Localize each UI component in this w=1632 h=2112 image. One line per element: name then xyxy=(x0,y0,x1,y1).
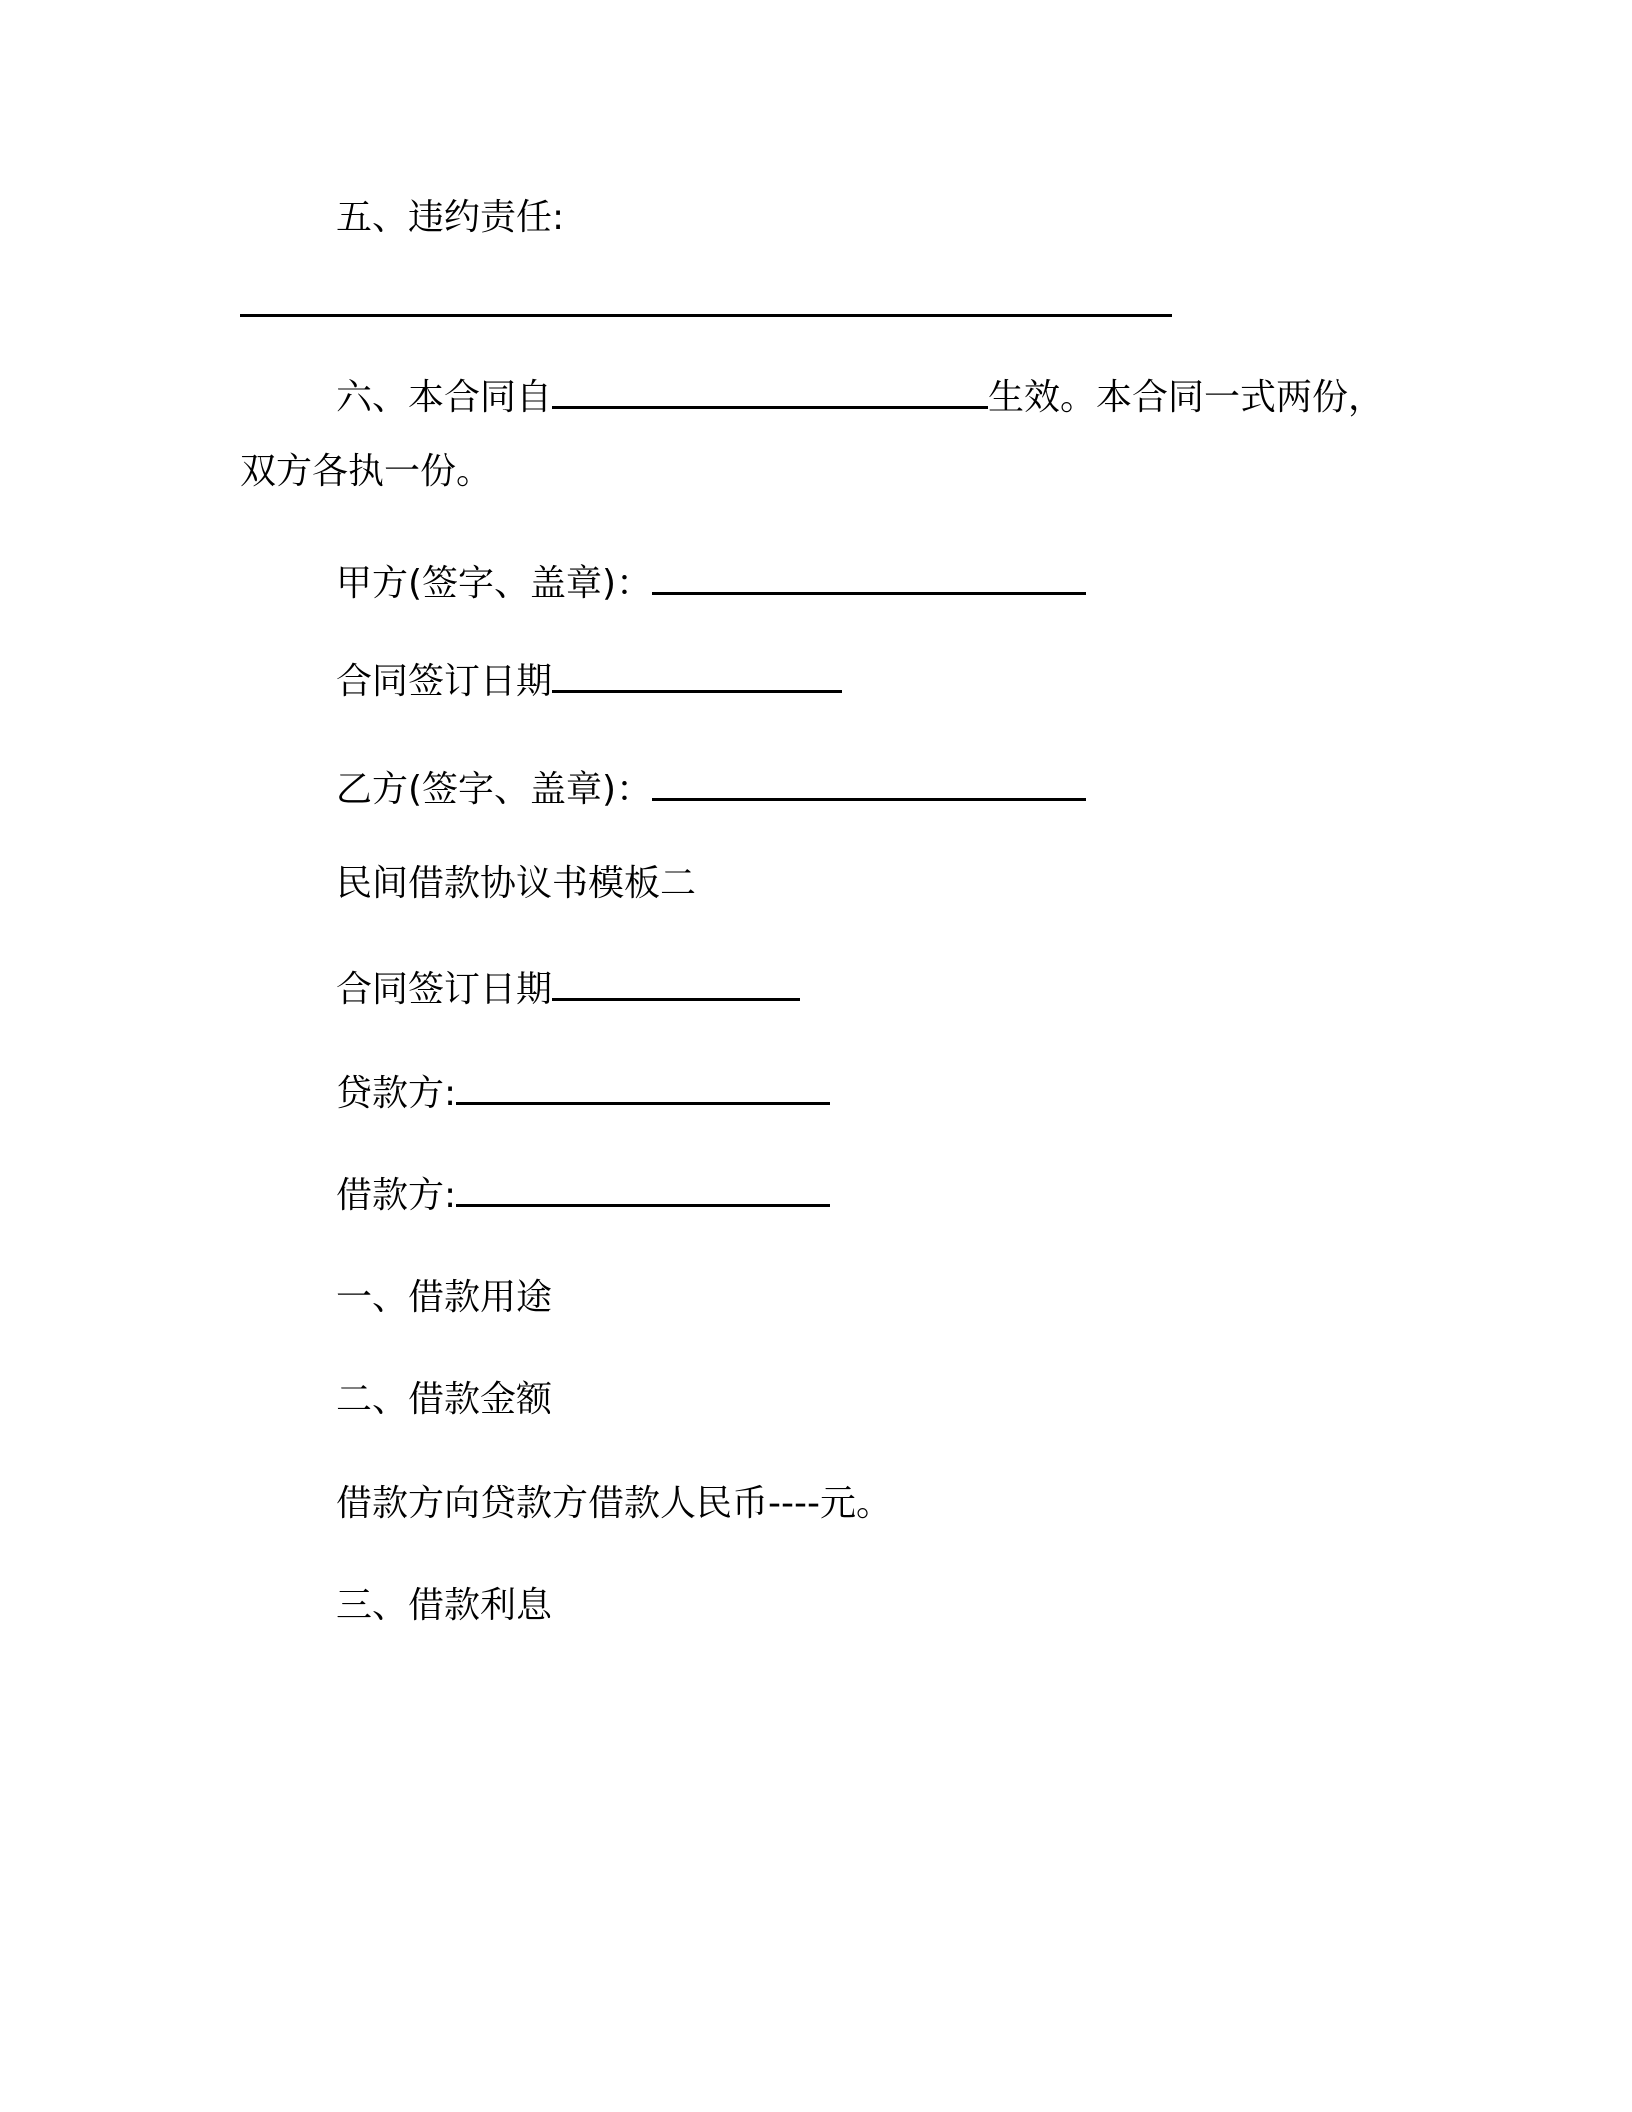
section-6-clause: 六、本合同自 生效。本合同一式两份， xyxy=(336,374,1384,420)
party-a-signature-line: 甲方(签字、盖章)： xyxy=(336,560,1086,606)
borrower-blank xyxy=(456,1172,830,1207)
clause-1-heading: 一、借款用途 xyxy=(336,1277,553,1318)
lender-blank xyxy=(456,1070,830,1105)
effective-date-blank xyxy=(552,374,988,409)
lender-line: 贷款方: xyxy=(336,1070,830,1116)
section-6-continuation: 双方各执一份。 xyxy=(240,451,493,492)
borrower-line: 借款方: xyxy=(336,1172,830,1218)
template-two-title: 民间借款协议书模板二 xyxy=(336,863,697,904)
signing-date-line-1: 合同签订日期 xyxy=(336,658,842,704)
party-a-signature-blank xyxy=(652,560,1086,595)
party-b-signature-line: 乙方(签字、盖章)： xyxy=(336,766,1086,812)
signing-date-blank-1 xyxy=(552,658,842,693)
signing-date-blank-2 xyxy=(552,966,800,1001)
signing-date-line-2: 合同签订日期 xyxy=(336,966,800,1012)
clause-2-text: 借款方向贷款方借款人民币----元。 xyxy=(336,1483,892,1524)
clause-3-heading: 三、借款利息 xyxy=(336,1585,553,1626)
party-b-signature-blank xyxy=(652,766,1086,801)
section-5-heading: 五、违约责任: xyxy=(336,197,565,238)
section-5-fill-line xyxy=(240,314,1172,317)
clause-2-heading: 二、借款金额 xyxy=(336,1379,553,1420)
